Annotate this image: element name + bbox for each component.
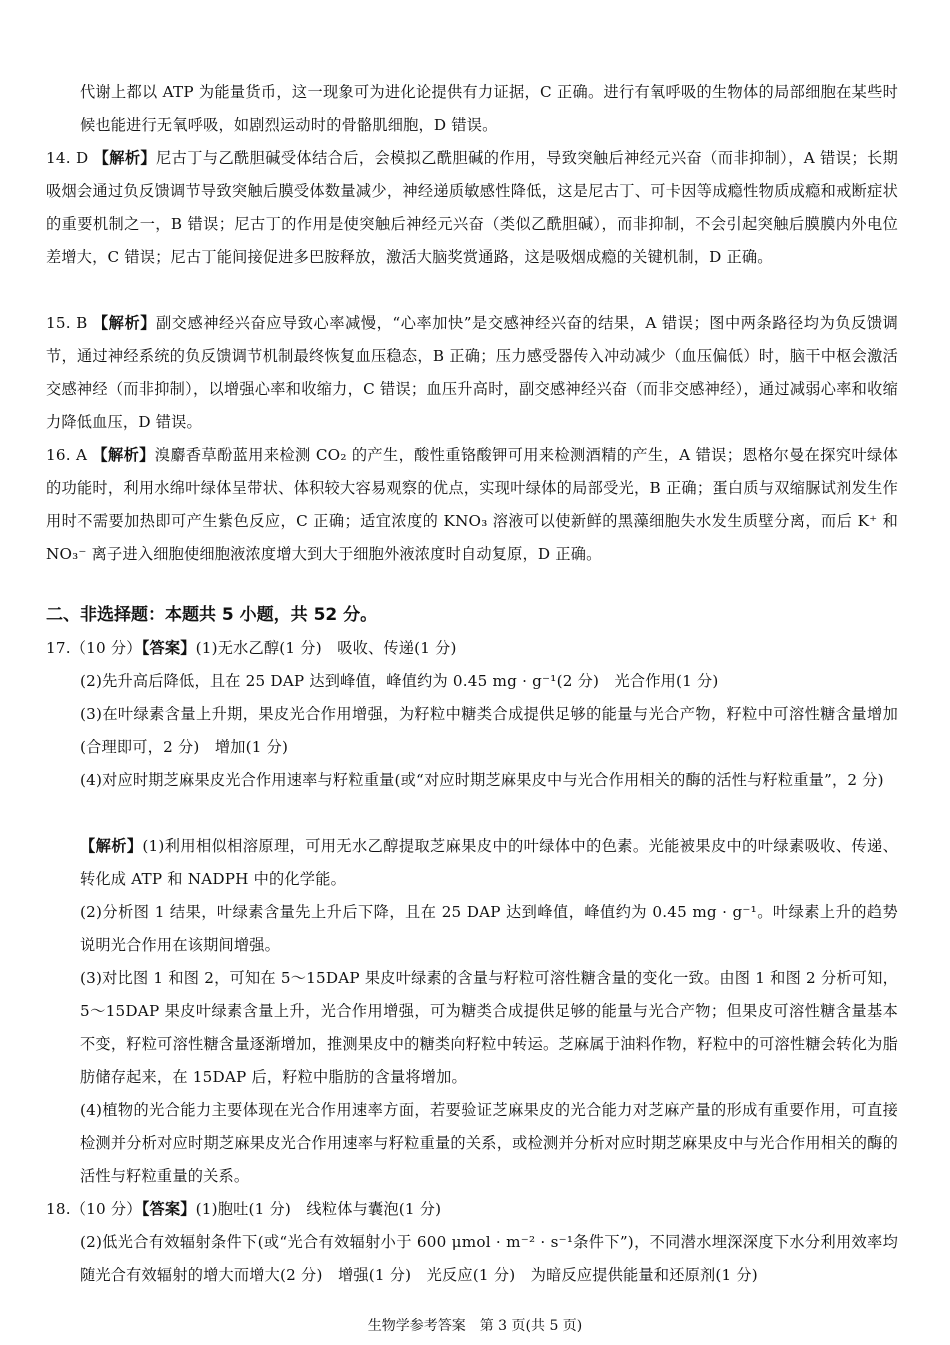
q17-explanation-1 xyxy=(80,830,898,896)
question-number: 16. A xyxy=(46,446,88,464)
analysis-tag: 【解析】 xyxy=(80,837,143,855)
q17-answer-2: (2)先升高后降低，且在 25 DAP 达到峰值，峰值约为 0.45 mg · g⁻¹(2 分) 光合作用(1 分) xyxy=(80,672,719,690)
q17-explanation-4: (4)植物的光合能力主要体现在光合作用速率方面，若要验证芝麻果皮的光合能力对芝麻产量的形成有重要作用，可直接检测并分析对应时期芝麻果皮光合作用速率与籽粒重量的关系，或检测并分析对应时期芝麻果皮中与光合作用相关的酶的活性与籽粒重量的关系。 xyxy=(80,1101,898,1185)
question-text: 溴麝香草酚蓝用来检测 CO₂ 的产生，酸性重铬酸钾可用来检测酒精的产生，A 错误；恩格尔曼在探究叶绿体的功能时，利用水绵叶绿体呈带状、体积较大容易观察的优点，实现叶绿体的局部受光，B 正确；蛋白质与双缩脲试剂发生作用时不需要加热即可产生紫色反应，C 正确；适宜浓度的 KNO₃ 溶液可以使新鲜的黑藻细胞失水发生质壁分离，而后 K⁺ 和 NO₃⁻ 离子进入细胞使细胞液浓度增大到大于细胞外液浓度时自动复原，D 正确。 xyxy=(46,446,899,563)
analysis-tag: 【解析】 xyxy=(92,446,155,464)
q17-answer-4: (4)对应时期芝麻果皮光合作用速率与籽粒重量(或“对应时期芝麻果皮中与光合作用相关的酶的活性与籽粒重量”，2 分) xyxy=(80,771,884,789)
question-text: 尼古丁与乙酰胆碱受体结合后，会模拟乙酰胆碱的作用，导致突触后神经元兴奋（而非抑制），A 错误；长期吸烟会通过负反馈调节导致突触后膜受体数量减少，神经递质敏感性降低，这是尼古丁、可卡因等成瘾性物质成瘾和戒断症状的重要机制之一，B 错误；尼古丁的作用是使突触后神经元兴奋（类似乙酰胆碱），而非抑制，不会引起突触后膜膜内外电位差增大，C 错误；尼古丁能间接促进多巴胺释放，激活大脑奖赏通路，这是吸烟成瘾的关键机制，D 正确。 xyxy=(46,149,898,266)
question-number: 17.（10 分） xyxy=(46,639,142,657)
answer-tag: 【答案】 xyxy=(141,1200,196,1218)
page-footer: 生物学参考答案 第 3 页(共 5 页) xyxy=(367,1318,583,1334)
question-number: 15. B xyxy=(46,314,88,332)
answer-tag: 【答案】 xyxy=(141,639,196,657)
explanation-text: (1)利用相似相溶原理，可用无水乙醇提取芝麻果皮中的叶绿体中的色素。光能被果皮中的叶绿素吸收、传递、转化成 ATP 和 NADPH 中的化学能。 xyxy=(80,837,898,888)
paragraph-continuation xyxy=(80,76,898,142)
q18-answer-1 xyxy=(46,1193,898,1226)
answer-text: (1)胞吐(1 分) 线粒体与囊泡(1 分) xyxy=(195,1200,442,1218)
question-16 xyxy=(46,439,898,571)
question-number: 14. D xyxy=(46,149,89,167)
question-14 xyxy=(46,142,898,274)
section-title: 二、非选择题：本题共 5 小题，共 52 分。 xyxy=(46,605,378,625)
question-text: 副交感神经兴奋应导致心率减慢，“心率加快”是交感神经兴奋的结果，A 错误；图中两条路径均为负反馈调节，通过神经系统的负反馈调节机制最终恢复血压稳态，B 正确；压力感受器传入冲动减少（血压偏低）时，脑干中枢会激活交感神经（而非抑制），以增强心率和收缩力，C 错误；血压升高时，副交感神经兴奋（而非交感神经），通过减弱心率和收缩力降低血压，D 错误。 xyxy=(46,314,898,431)
paragraph-text: 代谢上都以 ATP 为能量货币，这一现象可为进化论提供有力证据，C 正确。进行有氧呼吸的生物体的局部细胞在某些时候也能进行无氧呼吸，如剧烈运动时的骨骼肌细胞，D 错误。 xyxy=(80,83,898,134)
q17-answer-1 xyxy=(46,632,898,665)
q17-answer-3: (3)在叶绿素含量上升期，果皮光合作用增强，为籽粒中糖类合成提供足够的能量与光合产物，籽粒中可溶性糖含量增加(合理即可，2 分) 增加(1 分) xyxy=(80,705,898,756)
answer-text: (1)无水乙醇(1 分) 吸收、传递(1 分) xyxy=(195,639,457,657)
analysis-tag: 【解析】 xyxy=(92,314,156,332)
analysis-tag: 【解析】 xyxy=(93,149,157,167)
q17-explanation-2: (2)分析图 1 结果，叶绿素含量先上升后下降，且在 25 DAP 达到峰值，峰值约为 0.45 mg · g⁻¹。叶绿素上升的趋势说明光合作用在该期间增强。 xyxy=(80,903,898,954)
question-number: 18.（10 分） xyxy=(46,1200,142,1218)
question-15 xyxy=(46,307,898,439)
q18-answer-2: (2)低光合有效辐射条件下(或“光合有效辐射小于 600 μmol · m⁻² · s⁻¹条件下”)，不同潜水埋深深度下水分利用效率均随光合有效辐射的增大而增大(2 分) 增强(1 分) 光反应(1 分) 为暗反应提供能量和还原剂(1 分) xyxy=(80,1233,898,1284)
q17-explanation-3: (3)对比图 1 和图 2，可知在 5～15DAP 果皮叶绿素的含量与籽粒可溶性糖含量的变化一致。由图 1 和图 2 分析可知，5～15DAP 果皮叶绿素含量上升，光合作用增强，可为糖类合成提供足够的能量与光合产物；但果皮可溶性糖含量基本不变，籽粒可溶性糖含量逐渐增加，推测果皮中的糖类向籽粒中转运。芝麻属于油料作物，籽粒中的可溶性糖会转化为脂肪储存起来，在 15DAP 后，籽粒中脂肪的含量将增加。 xyxy=(80,969,898,1086)
